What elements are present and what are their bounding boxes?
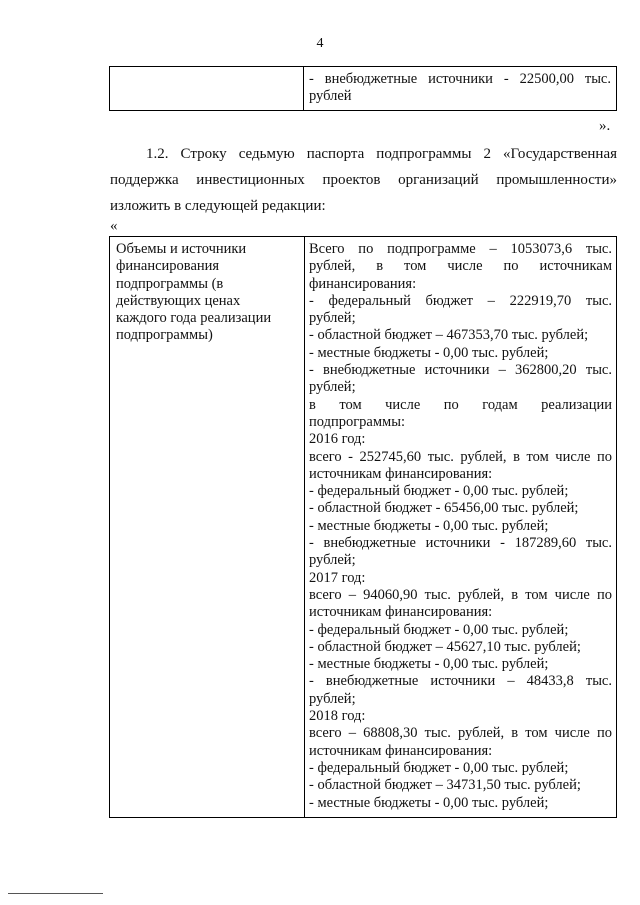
funding-value-line: - внебюджетные источники – 362800,20 тыс.	[309, 362, 612, 379]
funding-value-line: - областной бюджет – 45627,10 тыс. рублей;	[309, 638, 581, 655]
funding-label-line: подпрограммы)	[116, 327, 213, 344]
funding-value-line: - местные бюджеты - 0,00 тыс. рублей;	[309, 794, 549, 811]
funding-value-line: - федеральный бюджет - 0,00 тыс. рублей;	[309, 483, 569, 500]
funding-value-line: рублей;	[309, 690, 356, 707]
funding-value-line: - местные бюджеты - 0,00 тыс. рублей;	[309, 517, 549, 534]
funding-value-line: подпрограммы:	[309, 413, 405, 430]
funding-value-line: источникам финансирования:	[309, 465, 493, 482]
closing-quote: ».	[599, 118, 611, 134]
funding-value-line: 2016 год:	[309, 431, 366, 448]
funding-label-line: подпрограммы (в	[116, 275, 224, 292]
funding-value-line: - областной бюджет - 65456,00 тыс. рублей;	[309, 500, 579, 517]
funding-value-line: 2018 год:	[309, 708, 366, 725]
continuation-right-cell	[304, 67, 616, 110]
funding-table	[109, 236, 617, 818]
page-number: 4	[316, 36, 324, 51]
funding-value-line: рублей;	[309, 379, 356, 396]
paragraph-line: поддержка инвестиционных проектов организаций промышленности»	[110, 172, 617, 188]
funding-value-line: финансирования:	[309, 275, 417, 292]
funding-value-line: 2017 год:	[309, 569, 366, 586]
funding-value-line: всего – 94060,90 тыс. рублей, в том числе по	[309, 586, 612, 603]
continuation-left-cell	[110, 67, 304, 110]
funding-value-line: - областной бюджет – 34731,50 тыс. рублей;	[309, 777, 581, 794]
funding-value-line: в том числе по годам реализации	[309, 396, 612, 413]
funding-label-cell	[110, 237, 305, 817]
funding-value-line: - федеральный бюджет - 0,00 тыс. рублей;	[309, 621, 569, 638]
funding-value-line: - областной бюджет – 467353,70 тыс. рублей;	[309, 327, 589, 344]
funding-value-line: рублей;	[309, 310, 356, 327]
continuation-line: рублей	[309, 88, 352, 104]
funding-label-line: Объемы и источники	[116, 241, 247, 257]
funding-value-line: всего - 252745,60 тыс. рублей, в том числе по	[309, 448, 612, 465]
funding-label-line: действующих ценах	[116, 292, 241, 309]
funding-value-line: - федеральный бюджет – 222919,70 тыс.	[309, 292, 612, 309]
funding-value-line: - федеральный бюджет - 0,00 тыс. рублей;	[309, 759, 569, 776]
funding-label-line: финансирования	[116, 258, 220, 275]
funding-value-line: рублей, в том числе по источникам	[309, 258, 612, 275]
funding-value-line: - местные бюджеты - 0,00 тыс. рублей;	[309, 656, 549, 673]
funding-value-line: - местные бюджеты - 0,00 тыс. рублей;	[309, 344, 549, 361]
funding-value-line: источникам финансирования:	[309, 604, 493, 621]
funding-value-line: источникам финансирования:	[309, 742, 493, 759]
opening-quote: «	[110, 218, 118, 234]
paragraph-line: изложить в следующей редакции:	[110, 198, 326, 214]
continuation-table	[109, 66, 617, 111]
funding-value-line: рублей;	[309, 552, 356, 569]
footer-rule	[8, 893, 103, 894]
amendment-paragraph	[110, 141, 617, 219]
funding-label-line: каждого года реализации	[116, 310, 272, 327]
funding-value-line: Всего по подпрограмме – 1053073,6 тыс.	[309, 241, 612, 257]
funding-value-line: - внебюджетные источники – 48433,8 тыс.	[309, 673, 612, 690]
continuation-line: - внебюджетные источники - 22500,00 тыс.	[309, 71, 611, 87]
funding-value-line: всего – 68808,30 тыс. рублей, в том числе по	[309, 725, 612, 742]
funding-value-line: - внебюджетные источники - 187289,60 тыс.	[309, 535, 612, 552]
funding-value-cell	[305, 237, 616, 817]
paragraph-line: 1.2. Строку седьмую паспорта подпрограммы 2 «Государственная	[146, 146, 617, 162]
